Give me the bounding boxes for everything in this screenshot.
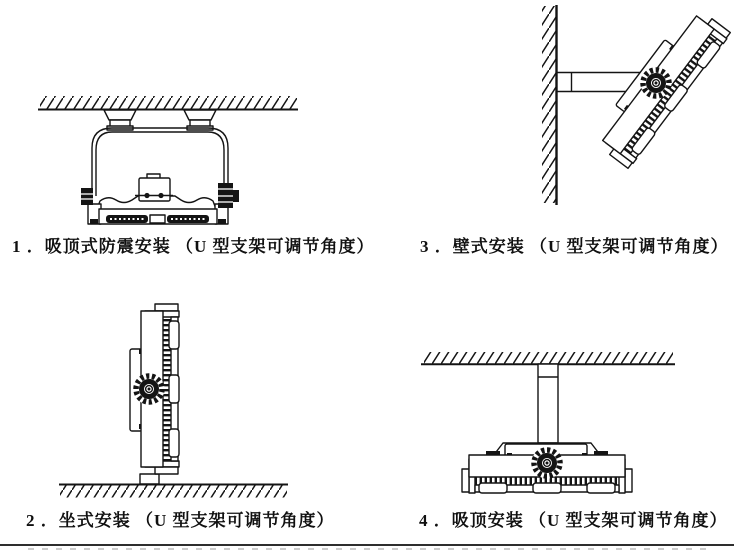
base-foot xyxy=(218,219,226,224)
base-foot xyxy=(90,219,98,224)
ceiling-hatch xyxy=(424,352,673,364)
figure-1-ceiling-antivibration-diagram xyxy=(38,96,298,224)
led-strip xyxy=(167,215,209,223)
figure-3-wall-mount-diagram xyxy=(542,4,731,205)
figure-caption-1: 1 ．吸顶式防震安装 （U 型支架可调节角度） xyxy=(12,237,375,256)
ceiling-pole xyxy=(538,364,558,443)
figure-2-seat-mount-diagram xyxy=(59,304,288,498)
ceiling-hatch xyxy=(40,96,297,109)
angle-clamp xyxy=(218,183,239,208)
floodlight-side-view xyxy=(130,304,179,474)
figure-4-ceiling-mount-diagram xyxy=(421,352,675,493)
figure-caption-2: 2 ．坐式安装 （U 型支架可调节角度） xyxy=(26,511,335,530)
led-strip xyxy=(106,215,148,223)
angle-clamp xyxy=(81,188,93,205)
figure-caption-4: 4 ．吸顶安装 （U 型支架可调节角度） xyxy=(419,511,728,530)
section-divider xyxy=(0,544,734,546)
support-post xyxy=(140,474,159,484)
wall-hatch xyxy=(542,6,556,203)
junction-box xyxy=(135,174,173,201)
cut-off-text-row xyxy=(28,548,708,550)
floor-hatch xyxy=(60,486,287,498)
shock-absorber-foot xyxy=(104,110,136,130)
shock-absorber-foot xyxy=(184,110,216,130)
led-gap xyxy=(150,215,165,223)
figure-caption-3: 3 ．壁式安装 （U 型支架可调节角度） xyxy=(420,237,729,256)
